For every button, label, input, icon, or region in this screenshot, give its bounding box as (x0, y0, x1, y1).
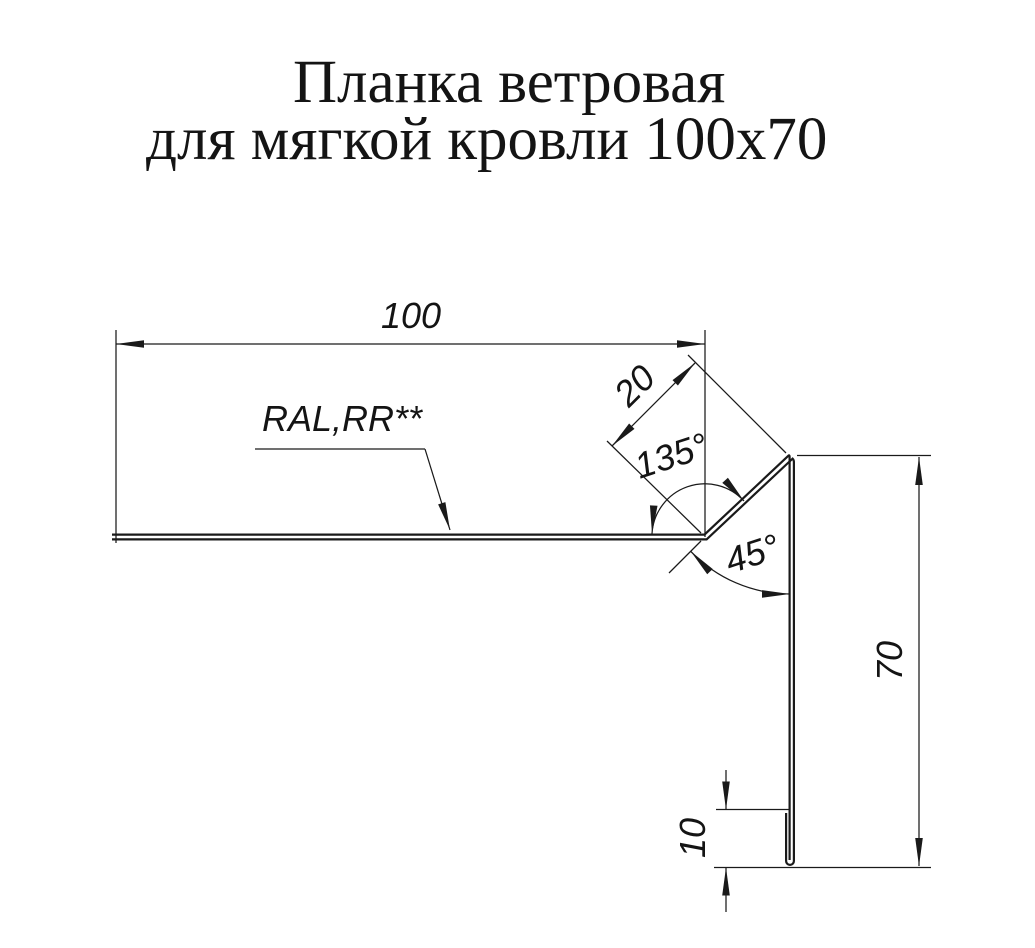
leader-line (425, 449, 450, 530)
dimension-angle-135 (629, 424, 744, 533)
dimension-text-45: 45° (719, 525, 785, 582)
dimension-text-135: 135° (629, 424, 713, 487)
angle-arc (652, 484, 744, 534)
drawing-title-line2: для мягкой кровли 100x70 (146, 106, 828, 173)
dimension-text-70: 70 (869, 640, 910, 682)
dimension-text-20: 20 (605, 356, 664, 415)
profile-outer-surface (112, 455, 790, 860)
dimension-text-100: 100 (380, 295, 442, 336)
coating-note-text: RAL,RR** (262, 398, 423, 439)
profile-inner-surface (112, 459, 794, 861)
dimension-hem-10 (672, 770, 789, 912)
drawing-title-line1: Планка ветровая (293, 49, 726, 116)
sheet-profile (112, 455, 794, 865)
dimension-height-70 (714, 456, 931, 868)
dimension-text-10: 10 (672, 817, 713, 859)
dimension-angle-45 (669, 526, 790, 594)
coating-leader-note (255, 398, 450, 530)
